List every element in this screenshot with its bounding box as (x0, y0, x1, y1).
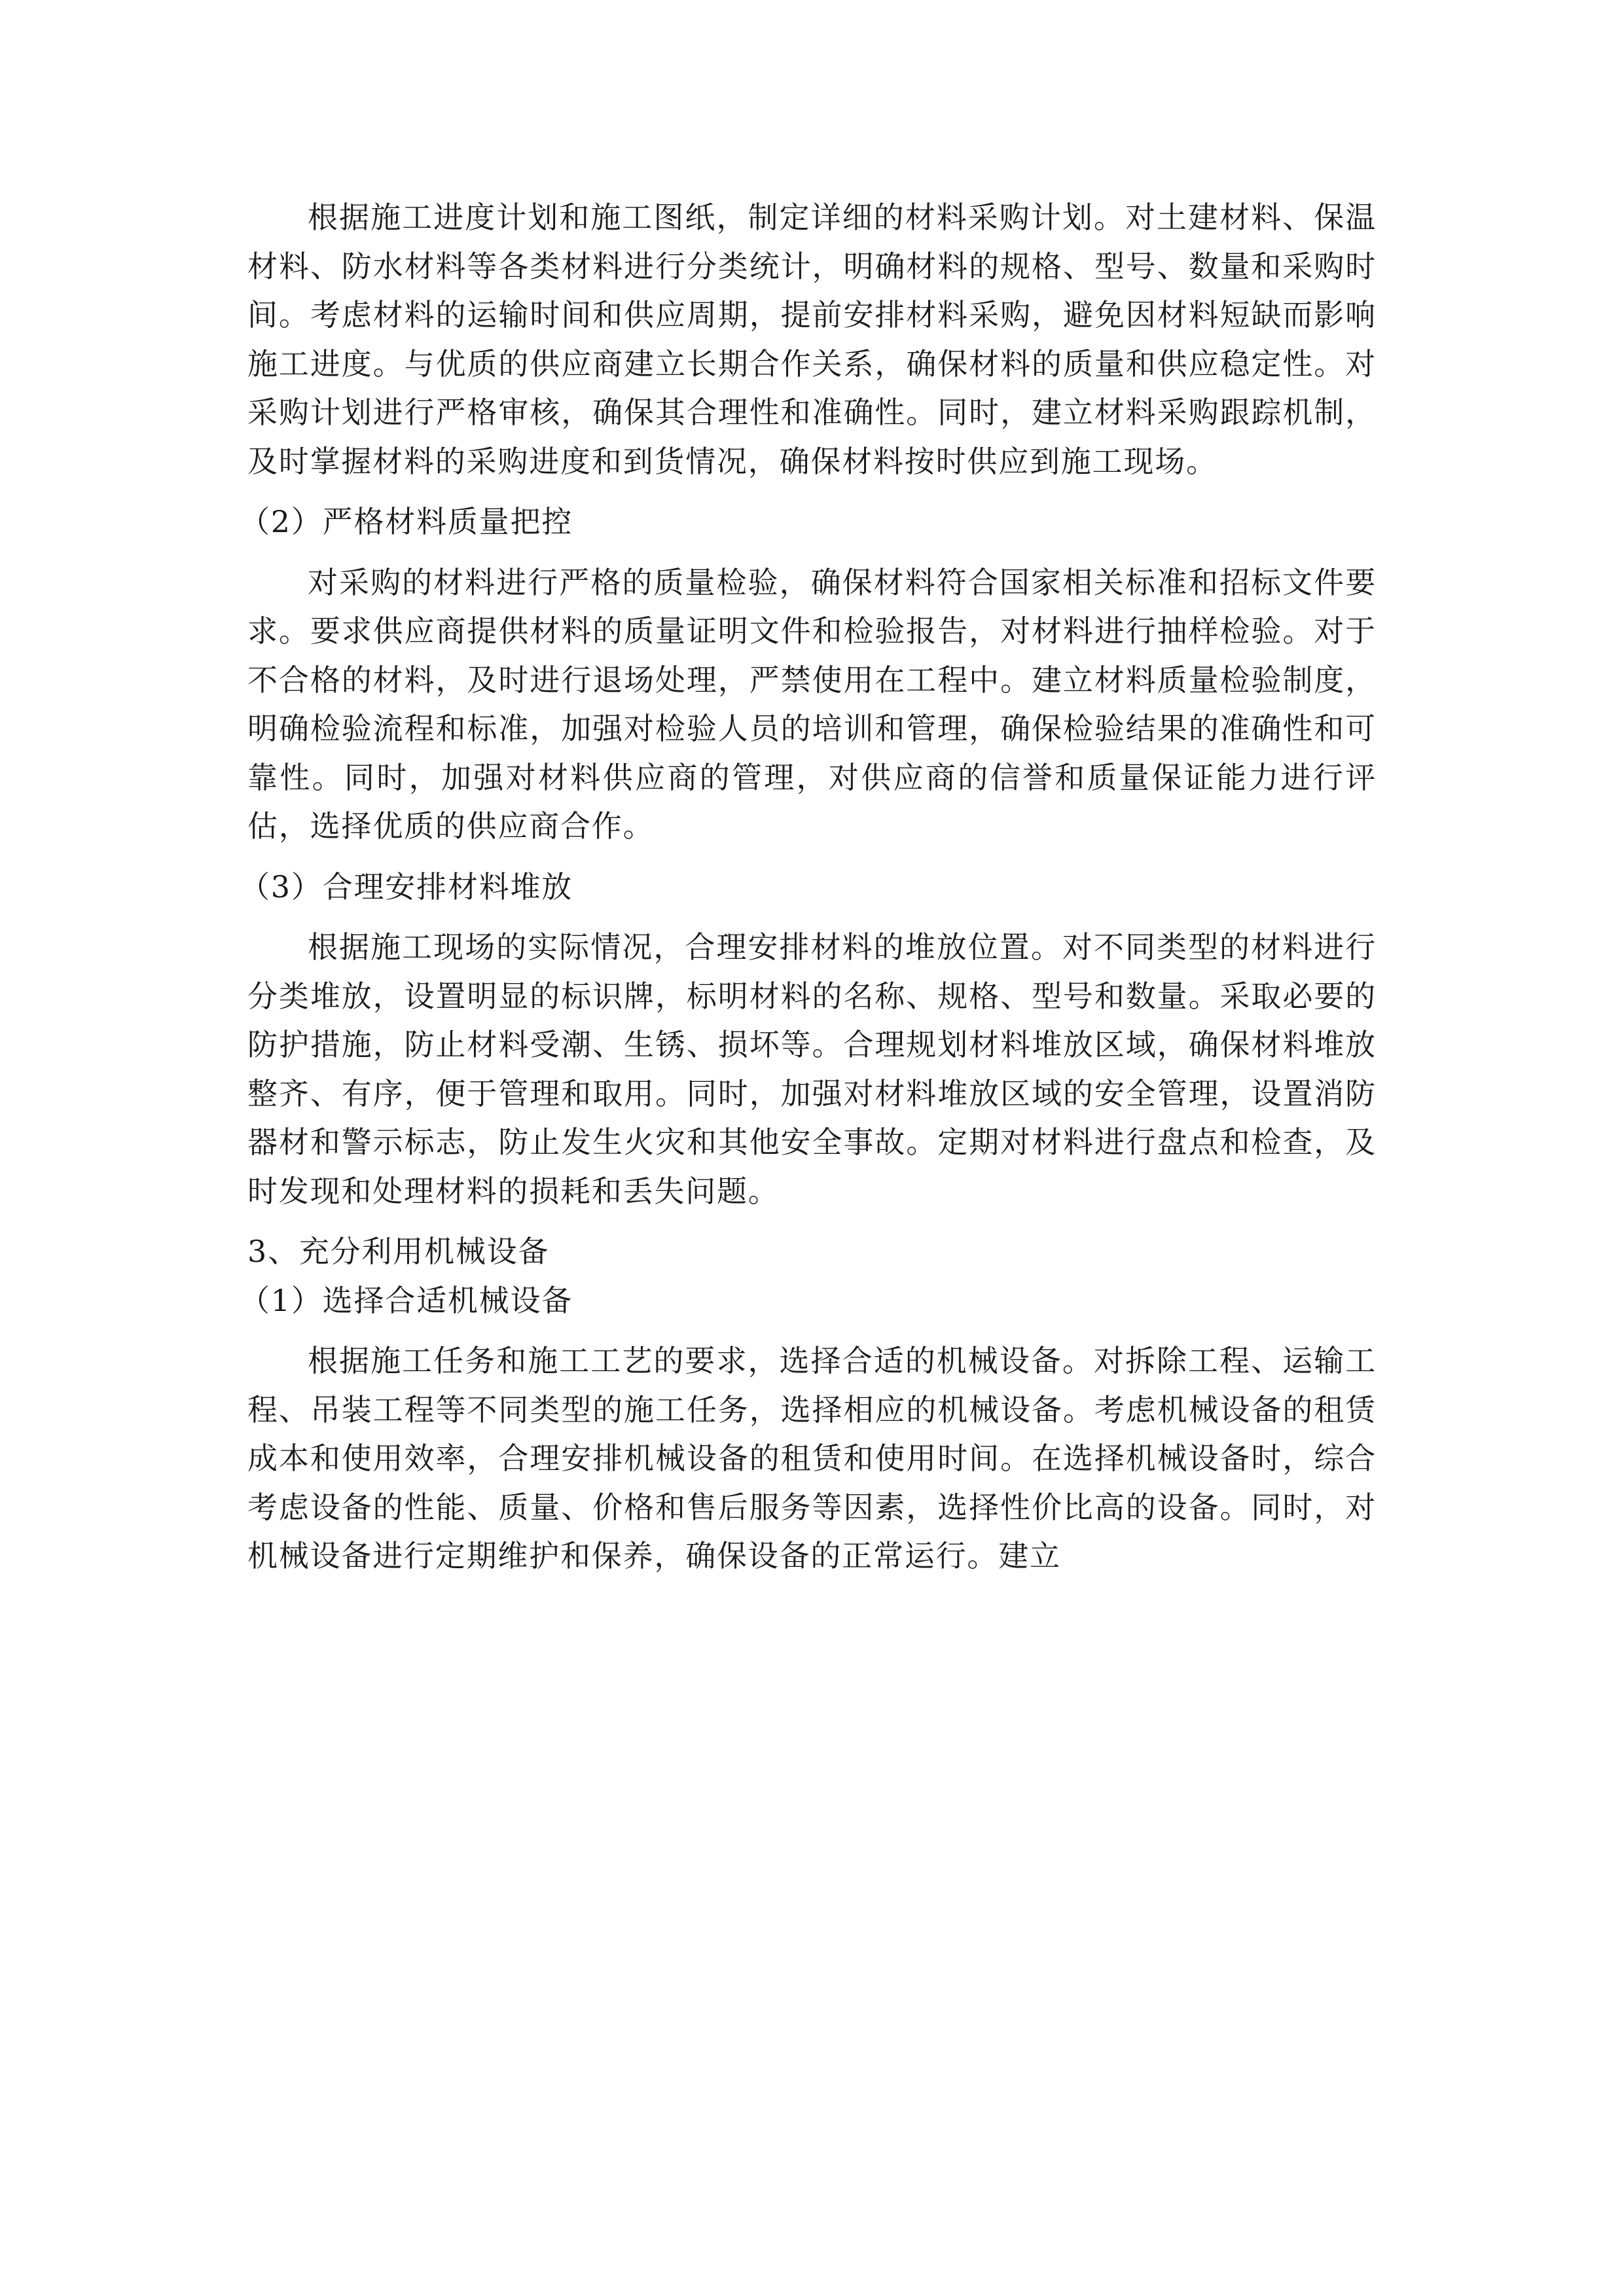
paragraph-select-machinery: 根据施工任务和施工工艺的要求，选择合适的机械设备。对拆除工程、运输工程、吊装工程等不同类型的施工任务，选择相应的机械设备。考虑机械设备的租赁成本和使用效率，合理安排机械设备的租赁和使用时间。在选择机械设备时，综合考虑设备的性能、质量、价格和售后服务等因素，选择性价比高的设备。同时，对机械设备进行定期维护和保养，确保设备的正常运行。建立 (247, 1343, 1377, 1573)
paragraph-material-storage: 根据施工现场的实际情况，合理安排材料的堆放位置。对不同类型的材料进行分类堆放，设置明显的标识牌，标明材料的名称、规格、型号和数量。采取必要的防护措施，防止材料受潮、生锈、损坏等。合理规划材料堆放区域，确保材料堆放整齐、有序，便于管理和取用。同时，加强对材料堆放区域的安全管理，设置消防器材和警示标志，防止发生火灾和其他安全事故。定期对材料进行盘点和检查，及时发现和处理材料的损耗和丢失问题。 (247, 929, 1377, 1209)
heading-material-storage: （3）合理安排材料堆放 (240, 869, 573, 905)
paragraph-material-procurement: 根据施工进度计划和施工图纸，制定详细的材料采购计划。对土建材料、保温材料、防水材料等各类材料进行分类统计，明确材料的规格、型号、数量和采购时间。考虑材料的运输时间和供应周期，提前安排材料采购，避免因材料短缺而影响施工进度。与优质的供应商建立长期合作关系，确保材料的质量和供应稳定性。对采购计划进行严格审核，确保其合理性和准确性。同时，建立材料采购跟踪机制，及时掌握材料的采购进度和到货情况，确保材料按时供应到施工现场。 (247, 200, 1377, 479)
section-heading-machinery: 3、充分利用机械设备 (247, 1234, 550, 1269)
document-body (240, 193, 1377, 1581)
heading-select-machinery: （1）选择合适机械设备 (240, 1282, 573, 1318)
heading-material-quality: （2）严格材料质量把控 (240, 504, 573, 539)
paragraph-material-quality: 对采购的材料进行严格的质量检验，确保材料符合国家相关标准和招标文件要求。要求供应商提供材料的质量证明文件和检验报告，对材料进行抽样检验。对于不合格的材料，及时进行退场处理，严禁使用在工程中。建立材料质量检验制度，明确检验流程和标准，加强对检验人员的培训和管理，确保检验结果的准确性和可靠性。同时，加强对材料供应商的管理，对供应商的信誉和质量保证能力进行评估，选择优质的供应商合作。 (247, 564, 1377, 844)
